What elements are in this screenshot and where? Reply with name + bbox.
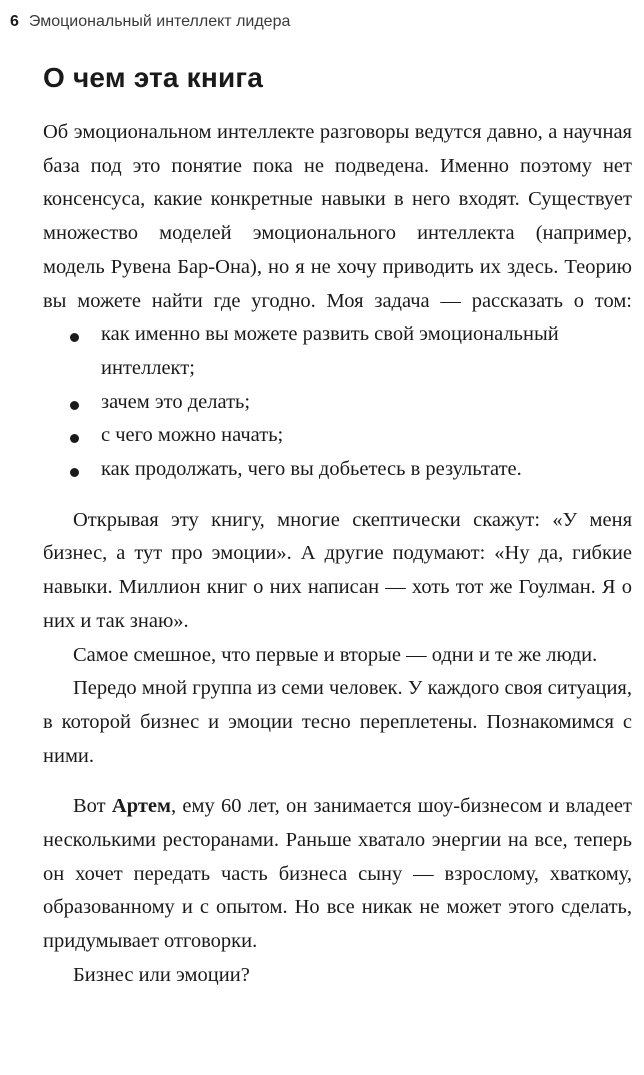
list-item-text: как именно вы можете развить свой эмоциональный интеллект; [101, 323, 559, 379]
list-item [43, 419, 632, 453]
bullet-icon [70, 333, 79, 342]
section-gap [43, 773, 632, 790]
bullet-icon [70, 468, 79, 477]
page-header [10, 13, 290, 31]
artem-prefix: Вот [73, 795, 112, 818]
paragraph-question: Бизнес или эмоции? [73, 963, 250, 986]
bullet-icon [70, 434, 79, 443]
bullet-list [43, 318, 632, 487]
running-title: Эмоциональный интеллект лидера [28, 13, 291, 30]
page-number: 6 [10, 13, 19, 30]
list-item [43, 318, 632, 385]
body-text [43, 116, 632, 993]
list-item [43, 453, 632, 487]
list-item-text: как продолжать, чего вы добьетесь в результате. [101, 458, 522, 481]
list-item-text: с чего можно начать; [101, 424, 284, 447]
section-gap [43, 487, 632, 504]
artem-name: Артем [111, 795, 171, 818]
chapter-title: О чем эта книга [43, 62, 264, 93]
paragraph-artem [43, 790, 632, 959]
list-item [43, 386, 632, 420]
artem-description: , ему 60 лет, он занимается шоу-бизнесом и владеет несколькими ресторанами. Раньше хватало энергии на все, теперь он хочет передать часть бизнеса сыну — взрослому, хваткому, образованному и с опытом. Но все никак не может этого сделать, придумывает отговорки. [43, 795, 632, 953]
paragraph-skeptics: Открывая эту книгу, многие скептически скажут: «У меня бизнес, а тут про эмоции». А другие подумают: «Ну да, гибкие навыки. Миллион книг о них написан — хоть тот же Гоулман. Я о них и так знаю». [43, 508, 632, 632]
bullet-icon [70, 401, 79, 410]
list-item-text: зачем это делать; [101, 390, 251, 413]
paragraph-group: Передо мной группа из семи человек. У каждого своя ситуация, в которой бизнес и эмоции тесно переплетены. Познакомимся с ними. [43, 677, 632, 767]
paragraph-same-people: Самое смешное, что первые и вторые — одни и те же люди. [73, 643, 598, 666]
intro-paragraph: Об эмоциональном интеллекте разговоры ведутся давно, а научная база под это понятие пока не подведена. Именно поэтому нет консенсуса, какие конкретные навыки в него входят. Существует множество моделей эмоционального интеллекта (например, модель Рувена Бар-Она), но я не хочу приводить их здесь. Теорию вы можете найти где угодно. Моя задача — рассказать о том: [43, 121, 632, 312]
